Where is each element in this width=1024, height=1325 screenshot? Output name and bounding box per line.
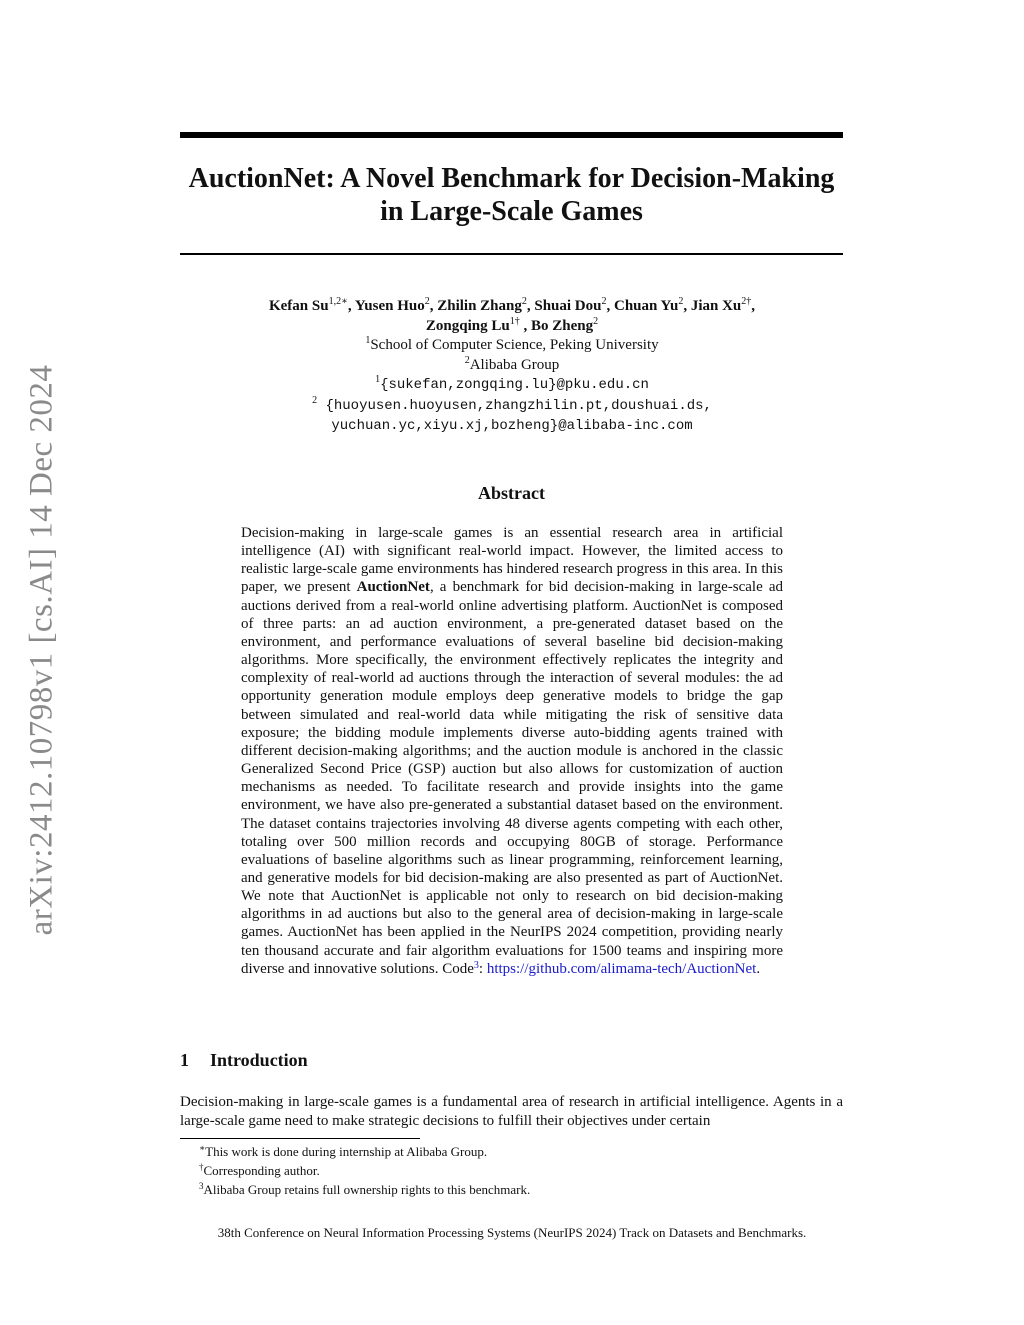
arxiv-stamp: arXiv:2412.10798v1 [cs.AI] 14 Dec 2024 xyxy=(23,364,60,936)
email-text: yuchuan.yc,xiyu.xj,bozheng}@alibaba-inc.com xyxy=(331,418,693,434)
code-link[interactable]: https://github.com/alimama-tech/AuctionNet xyxy=(486,960,757,977)
author-name: Bo Zheng xyxy=(530,317,594,334)
section-heading xyxy=(180,1050,308,1071)
author-mark: 2 xyxy=(424,296,430,307)
title-bottom-rule xyxy=(180,253,843,255)
title-line-2: in Large-Scale Games xyxy=(380,196,643,227)
author-name: Yusen Huo xyxy=(354,298,425,314)
author-sep: , xyxy=(683,298,691,314)
abstract-text: , a benchmark for bid decision-making in large-scale ad auctions derived from a real-world online advertising platform. AuctionNet is composed of three parts: an ad auction environment, a pre-generated dataset based on the environment, and performance evaluations of several baseline bid decision-making algorithms. More specifically, the environment effectively replicates the integrity and complexity of real-world ad auctions through the interaction of several modules: the ad opportunity generation module employs deep generative models to bridge the gap between simulated and real-world data while mitigating the risk of sensitive data exposure; the bidding module implements diverse auto-bidding agents trained with different decision-making algorithms; and the auction module is anchored in the classic Generalized Second Price (GSP) auction but also allows for customization of auction mechanisms as needed. To facilitate research and provide insights into the game environment, we have also pre-generated a substantial dataset based on the environment. The dataset contains trajectories involving 48 diverse agents competing with each other, totaling over 500 million records and occupying 80GB of storage. Performance evaluations of baseline algorithms such as linear programming, reinforcement learning, and generative models for bid decision-making are also presented as part of AuctionNet. We note that AuctionNet is applicable not only to research on bid decision-making algorithms in ad auctions but also to the general area of decision-making in large-scale games. AuctionNet has been applied in the NeurIPS 2024 competition, providing nearly ten thousand accurate and fair algorithm evaluations for 1500 teams and inspiring more diverse and innovative solutions. Code xyxy=(241,579,784,977)
footnote-text: This work is done during internship at Alibaba Group. xyxy=(205,1144,488,1159)
email-line-3 xyxy=(150,416,874,437)
footnote-mark: ∗ xyxy=(199,1143,206,1153)
email-line-2 xyxy=(150,396,874,417)
footnote-item xyxy=(199,1180,839,1199)
abstract-colon: : xyxy=(478,960,487,977)
email-line-1 xyxy=(150,375,874,396)
author-sep: , xyxy=(347,298,355,314)
author-mark: 2 xyxy=(521,296,527,307)
footnote-text: Corresponding author. xyxy=(203,1163,320,1178)
author-sep: , xyxy=(606,298,614,314)
affiliation-mark: 1 xyxy=(365,335,371,346)
abstract-end: . xyxy=(756,960,761,977)
intro-paragraph: Decision-making in large-scale games is a fundamental area of research in artificial intelligence. Agents in a large-scale game need to make strategic decisions to fulfill their objectives under certain xyxy=(180,1094,843,1129)
affiliation-mark: 2 xyxy=(464,354,470,366)
section-number: 1 xyxy=(180,1050,189,1070)
footnote-item xyxy=(199,1161,839,1180)
author-name: Shuai Dou xyxy=(534,298,602,314)
footnote-mark: † xyxy=(199,1162,204,1172)
author-mark: 2 xyxy=(593,315,599,327)
affiliation-text: Alibaba Group xyxy=(469,356,560,373)
abstract-text: Decision-making in large-scale games is an essential research area in artificial intelligence (AI) with significant real-world impact. However, the limited access to realistic large-scale game environments has hindered research progress in this area. In this paper, we present xyxy=(241,525,783,596)
footnotes xyxy=(199,1142,839,1199)
email-text: {sukefan,zongqing.lu}@pku.edu.cn xyxy=(380,377,649,393)
author-name: Chuan Yu xyxy=(613,298,679,314)
author-sep: , xyxy=(519,317,531,334)
author-mark: 2 xyxy=(678,296,684,307)
author-sep: , xyxy=(429,298,438,314)
author-name: Jian Xu xyxy=(690,298,742,314)
author-block xyxy=(150,297,874,437)
author-sep: , xyxy=(526,298,535,314)
author-name: Zongqing Lu xyxy=(425,317,510,334)
author-line-2 xyxy=(150,317,874,337)
email-mark: 2 xyxy=(312,394,318,406)
affiliation-text: School of Computer Science, Peking University xyxy=(370,337,659,353)
author-name: Zhilin Zhang xyxy=(437,298,522,314)
email-mark: 1 xyxy=(375,374,381,385)
author-mark: 2† xyxy=(741,296,752,307)
footnote-ref[interactable]: 3 xyxy=(473,959,479,971)
author-name: Kefan Su xyxy=(268,298,329,314)
title-top-rule xyxy=(180,132,843,138)
abstract-bold-name: AuctionNet xyxy=(356,579,430,596)
author-sep: , xyxy=(751,298,756,314)
title-line-1: AuctionNet: A Novel Benchmark for Decision-Making xyxy=(188,163,835,194)
footnote-item xyxy=(199,1142,839,1161)
author-mark: 2 xyxy=(601,296,607,307)
footnote-mark: 3 xyxy=(199,1181,204,1191)
paper-title xyxy=(170,162,853,228)
abstract-heading: Abstract xyxy=(478,483,545,503)
author-mark: 1,2∗ xyxy=(328,296,348,307)
venue-line: 38th Conference on Neural Information Processing Systems (NeurIPS 2024) Track on Datasets and Benchmarks. xyxy=(217,1225,807,1240)
author-line-1 xyxy=(150,297,874,317)
footnote-text: Alibaba Group retains full ownership rights to this benchmark. xyxy=(203,1182,531,1197)
affiliation-1 xyxy=(150,336,874,356)
affiliation-2 xyxy=(150,356,874,376)
section-title: Introduction xyxy=(210,1050,308,1070)
author-mark: 1† xyxy=(509,315,520,327)
footnote-rule xyxy=(180,1138,420,1139)
email-text: {huoyusen.huoyusen,zhangzhilin.pt,doushuai.ds, xyxy=(317,397,712,414)
abstract-body xyxy=(241,524,783,978)
